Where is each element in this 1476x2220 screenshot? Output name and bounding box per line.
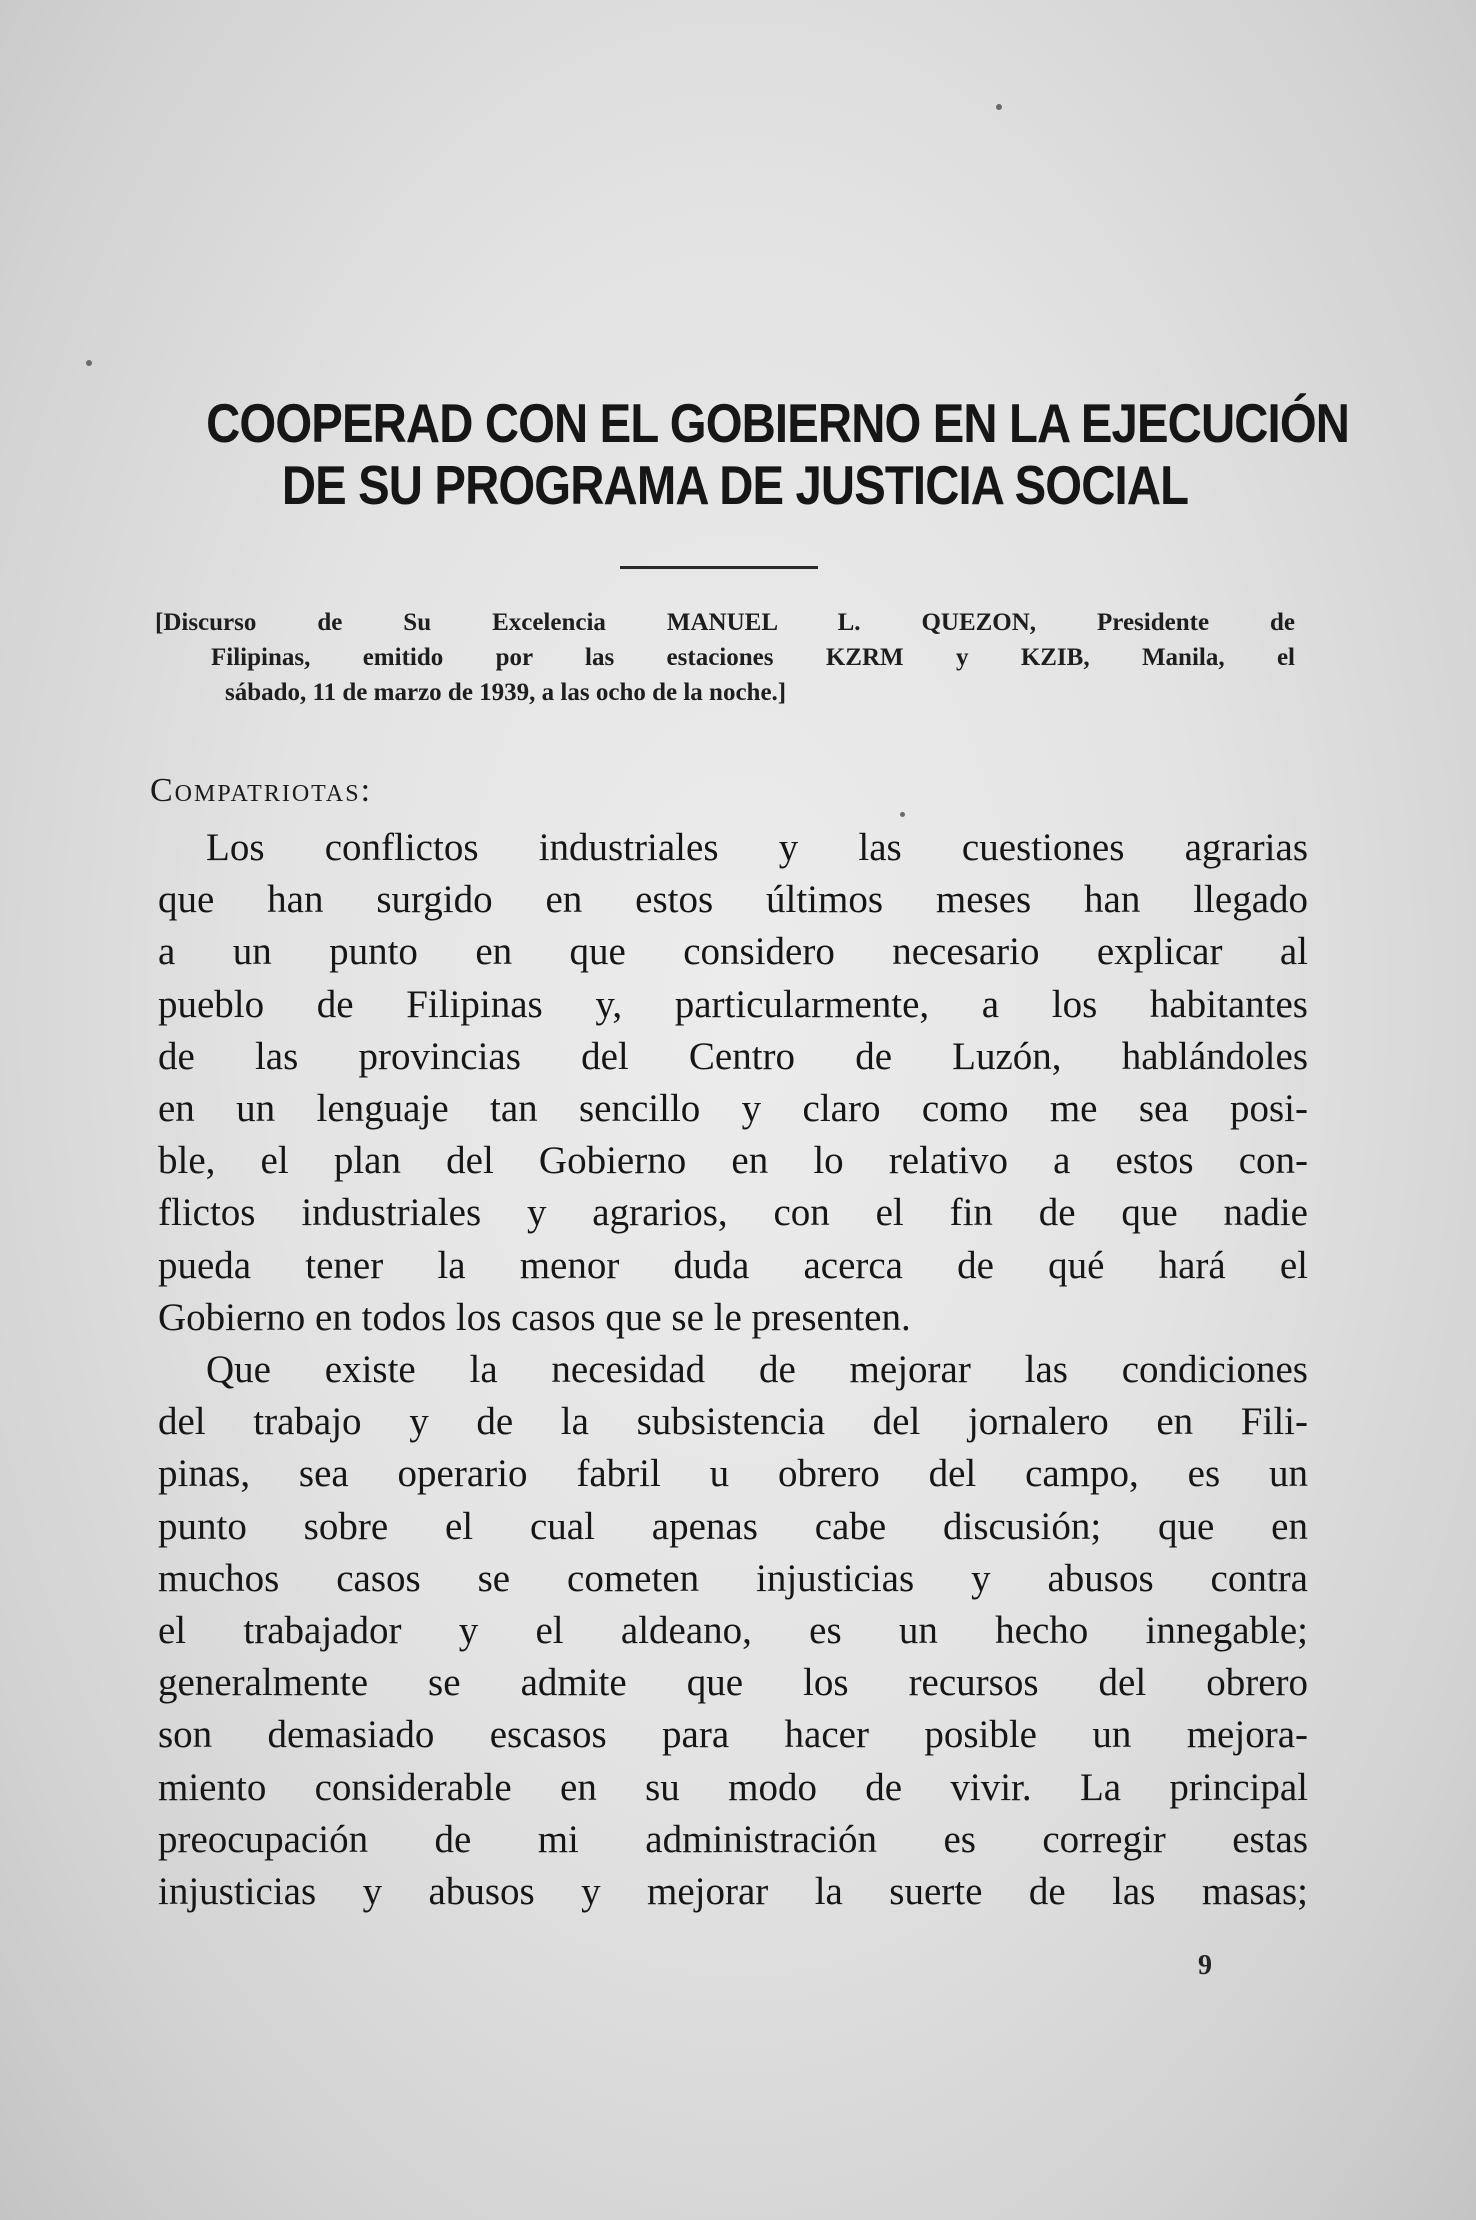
speech-title-line-2: DE SU PROGRAMA DE JUSTICIA SOCIAL — [281, 454, 1189, 516]
subtitle-line-2: Filipinas, emitido por las estaciones KZRM y KZIB, Manila, el — [211, 644, 1295, 671]
subtitle-line-3: sábado, 11 de marzo de 1939, a las ocho de la noche.] — [225, 679, 787, 706]
paragraph-2 — [158, 1344, 1308, 1918]
paragraph-line: flictos industriales y agrarios, con el fin de que nadie — [158, 1191, 1308, 1235]
paragraph-line: Gobierno en todos los casos que se le presenten. — [158, 1295, 911, 1339]
paragraph-line: muchos casos se cometen injusticias y abusos contra — [158, 1556, 1308, 1600]
speech-title — [206, 392, 1350, 516]
page-speck — [86, 360, 92, 366]
paragraph-line: Los conflictos industriales y las cuestiones agrarias — [206, 826, 1308, 869]
speech-subtitle — [155, 605, 1295, 710]
subtitle-line-1: [Discurso de Su Excelencia MANUEL L. QUEZON, Presidente de — [155, 609, 1295, 636]
page-speck — [996, 104, 1002, 110]
title-divider — [620, 566, 818, 569]
paragraph-1 — [158, 822, 1308, 1344]
paragraph-line: ble, el plan del Gobierno en lo relativo a estos con- — [158, 1139, 1308, 1183]
paragraph-line: a un punto en que considero necesario explicar al — [158, 930, 1308, 974]
paragraph-line: Que existe la necesidad de mejorar las condiciones — [206, 1348, 1308, 1392]
paragraph-line: son demasiado escasos para hacer posible un mejora- — [158, 1713, 1308, 1757]
paragraph-line: miento considerable en su modo de vivir. La principal — [158, 1765, 1308, 1809]
paragraph-line: del trabajo y de la subsistencia del jornalero en Fili- — [158, 1400, 1308, 1444]
paragraph-line: injusticias y abusos y mejorar la suerte de las masas; — [158, 1870, 1308, 1914]
speech-body — [158, 822, 1308, 1918]
paragraph-line: pueblo de Filipinas y, particularmente, a los habitantes — [158, 982, 1308, 1026]
page-speck — [900, 812, 905, 817]
paragraph-line: preocupación de mi administración es corregir estas — [158, 1817, 1308, 1861]
paragraph-line: que han surgido en estos últimos meses han llegado — [158, 878, 1308, 922]
page-number: 9 — [1198, 1950, 1212, 1981]
salutation: Compatriotas: — [150, 772, 373, 809]
speech-title-line-1: COOPERAD CON EL GOBIERNO EN LA EJECUCIÓN — [206, 392, 1350, 454]
paragraph-line: el trabajador y el aldeano, es un hecho innegable; — [158, 1609, 1308, 1653]
paragraph-line: pueda tener la menor duda acerca de qué hará el — [158, 1243, 1308, 1287]
paragraph-line: punto sobre el cual apenas cabe discusión; que en — [158, 1504, 1308, 1548]
paragraph-line: en un lenguaje tan sencillo y claro como me sea posi- — [158, 1087, 1308, 1131]
paragraph-line: pinas, sea operario fabril u obrero del campo, es un — [158, 1452, 1308, 1496]
paragraph-line: de las provincias del Centro de Luzón, hablándoles — [158, 1034, 1308, 1078]
paragraph-line: generalmente se admite que los recursos del obrero — [158, 1661, 1308, 1705]
